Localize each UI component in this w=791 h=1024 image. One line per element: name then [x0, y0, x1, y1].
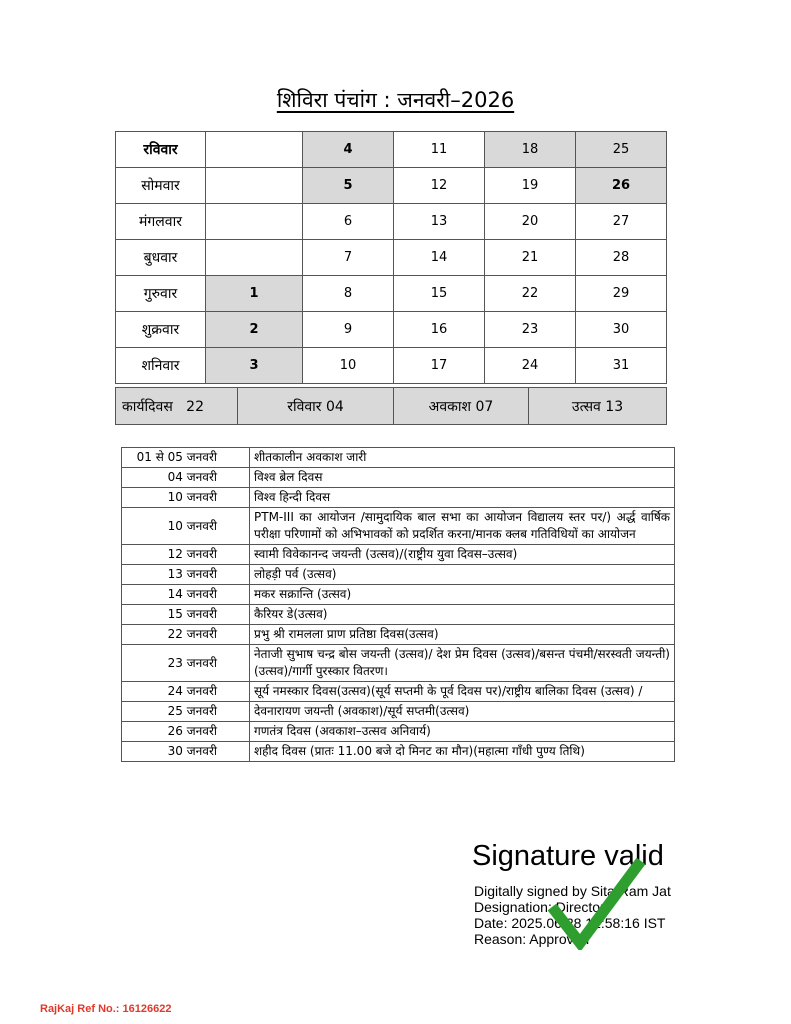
date-cell: 31 — [576, 348, 667, 384]
events-table — [121, 447, 675, 762]
date-cell: 12 — [394, 168, 485, 204]
date-cell: 17 — [394, 348, 485, 384]
event-description: नेताजी सुभाष चन्द्र बोस जयन्ती (उत्सव)/ देश प्रेम दिवस (उत्सव)/बसन्त पंचमी/सरस्वती जयन्ती) (उत्सव)/गार्गी पुरस्कार वितरण। — [250, 645, 675, 682]
event-description: शीतकालीन अवकाश जारी — [250, 448, 675, 468]
event-description: शहीद दिवस (प्रातः 11.00 बजे दो मिनट का मौन)(महात्मा गाँधी पुण्य तिथि) — [250, 742, 675, 762]
date-cell: 2 — [206, 312, 303, 348]
date-cell: 1 — [206, 276, 303, 312]
calendar-row — [116, 168, 667, 204]
event-date: 01 से 05 जनवरी — [122, 448, 250, 468]
event-description: सूर्य नमस्कार दिवस(उत्सव)(सूर्य सप्तमी के पूर्व दिवस पर)/राष्ट्रीय बालिका दिवस (उत्सव) / — [250, 682, 675, 702]
date-cell: 6 — [303, 204, 394, 240]
date-cell — [206, 132, 303, 168]
date-cell: 18 — [485, 132, 576, 168]
event-description: लोहड़ी पर्व (उत्सव) — [250, 565, 675, 585]
working-days-cell — [116, 388, 238, 425]
event-description: कैरियर डे(उत्सव) — [250, 605, 675, 625]
weekday-cell: गुरुवार — [116, 276, 206, 312]
signature-check-icon — [546, 855, 646, 950]
date-cell: 20 — [485, 204, 576, 240]
event-row — [122, 605, 675, 625]
signature-date: Date: 2025.06.28 12:58:16 IST — [474, 915, 666, 931]
event-date: 10 जनवरी — [122, 508, 250, 545]
event-description: PTM-III का आयोजन /सामुदायिक बाल सभा का आयोजन विद्यालय स्तर पर/) अर्द्ध वार्षिक परीक्षा परिणामों को अभिभावकों को प्रदर्शित करना/मानक क्लब गतिविधियों का आयोजन — [250, 508, 675, 545]
event-date: 30 जनवरी — [122, 742, 250, 762]
event-row — [122, 585, 675, 605]
event-description: गणतंत्र दिवस (अवकाश–उत्सव अनिवार्य) — [250, 722, 675, 742]
event-row — [122, 468, 675, 488]
holidays-label: अवकाश — [428, 398, 472, 415]
calendar-row — [116, 276, 667, 312]
event-date: 13 जनवरी — [122, 565, 250, 585]
date-cell — [206, 168, 303, 204]
event-row — [122, 625, 675, 645]
event-description: विश्व हिन्दी दिवस — [250, 488, 675, 508]
date-cell: 13 — [394, 204, 485, 240]
event-date: 25 जनवरी — [122, 702, 250, 722]
event-date: 23 जनवरी — [122, 645, 250, 682]
weekday-cell: रविवार — [116, 132, 206, 168]
calendar-table — [115, 131, 667, 384]
date-cell: 10 — [303, 348, 394, 384]
summary-table — [115, 387, 667, 425]
date-cell: 8 — [303, 276, 394, 312]
date-cell: 26 — [576, 168, 667, 204]
calendar-row — [116, 312, 667, 348]
weekday-cell: शनिवार — [116, 348, 206, 384]
weekday-cell: बुधवार — [116, 240, 206, 276]
event-row — [122, 448, 675, 468]
signature-designation: Designation: Director — [474, 899, 605, 915]
weekday-cell: मंगलवार — [116, 204, 206, 240]
event-date: 04 जनवरी — [122, 468, 250, 488]
date-cell: 3 — [206, 348, 303, 384]
working-days-value: 22 — [186, 398, 204, 415]
event-row — [122, 742, 675, 762]
date-cell — [206, 204, 303, 240]
event-row — [122, 722, 675, 742]
holidays-cell — [394, 388, 529, 425]
date-cell: 9 — [303, 312, 394, 348]
event-description: देवनारायण जयन्ती (अवकाश)/सूर्य सप्तमी(उत्सव) — [250, 702, 675, 722]
signature-title: Signature valid — [472, 840, 664, 872]
date-cell: 25 — [576, 132, 667, 168]
event-date: 26 जनवरी — [122, 722, 250, 742]
date-cell: 28 — [576, 240, 667, 276]
date-cell: 27 — [576, 204, 667, 240]
holidays-value: 07 — [475, 398, 494, 415]
event-date: 12 जनवरी — [122, 545, 250, 565]
event-date: 24 जनवरी — [122, 682, 250, 702]
date-cell: 5 — [303, 168, 394, 204]
signature-signer: Digitally signed by Sita Ram Jat — [474, 883, 671, 899]
date-cell: 19 — [485, 168, 576, 204]
date-cell — [206, 240, 303, 276]
date-cell: 30 — [576, 312, 667, 348]
sundays-value: 04 — [325, 398, 344, 415]
festivals-label: उत्सव — [571, 398, 601, 415]
weekday-cell: सोमवार — [116, 168, 206, 204]
date-cell: 11 — [394, 132, 485, 168]
event-date: 10 जनवरी — [122, 488, 250, 508]
date-cell: 29 — [576, 276, 667, 312]
event-description: मकर सक्रान्ति (उत्सव) — [250, 585, 675, 605]
event-date: 22 जनवरी — [122, 625, 250, 645]
event-description: प्रभु श्री रामलला प्राण प्रतिष्ठा दिवस(उत्सव) — [250, 625, 675, 645]
date-cell: 16 — [394, 312, 485, 348]
calendar-row — [116, 348, 667, 384]
reference-number: RajKaj Ref No.: 16126622 — [40, 1003, 172, 1015]
sundays-label: रविवार — [287, 398, 322, 415]
event-row — [122, 702, 675, 722]
date-cell: 24 — [485, 348, 576, 384]
date-cell: 4 — [303, 132, 394, 168]
signature-reason: Reason: Approved — [474, 931, 590, 947]
calendar-row — [116, 132, 667, 168]
date-cell: 22 — [485, 276, 576, 312]
weekday-cell: शुक्रवार — [116, 312, 206, 348]
date-cell: 7 — [303, 240, 394, 276]
event-row — [122, 645, 675, 682]
working-days-label: कार्यदिवस — [122, 398, 173, 415]
festivals-value: 13 — [605, 398, 624, 415]
date-cell: 14 — [394, 240, 485, 276]
date-cell: 21 — [485, 240, 576, 276]
event-row — [122, 508, 675, 545]
calendar-row — [116, 204, 667, 240]
event-description: स्वामी विवेकानन्द जयन्ती (उत्सव)/(राष्ट्रीय युवा दिवस–उत्सव) — [250, 545, 675, 565]
event-row — [122, 565, 675, 585]
calendar-row — [116, 240, 667, 276]
date-cell: 15 — [394, 276, 485, 312]
page-title: शिविरा पंचांग : जनवरी–2026 — [276, 88, 515, 112]
festivals-cell — [529, 388, 667, 425]
event-row — [122, 488, 675, 508]
event-date: 15 जनवरी — [122, 605, 250, 625]
event-row — [122, 545, 675, 565]
event-date: 14 जनवरी — [122, 585, 250, 605]
date-cell: 23 — [485, 312, 576, 348]
event-description: विश्व ब्रेल दिवस — [250, 468, 675, 488]
sundays-cell — [238, 388, 394, 425]
event-row — [122, 682, 675, 702]
